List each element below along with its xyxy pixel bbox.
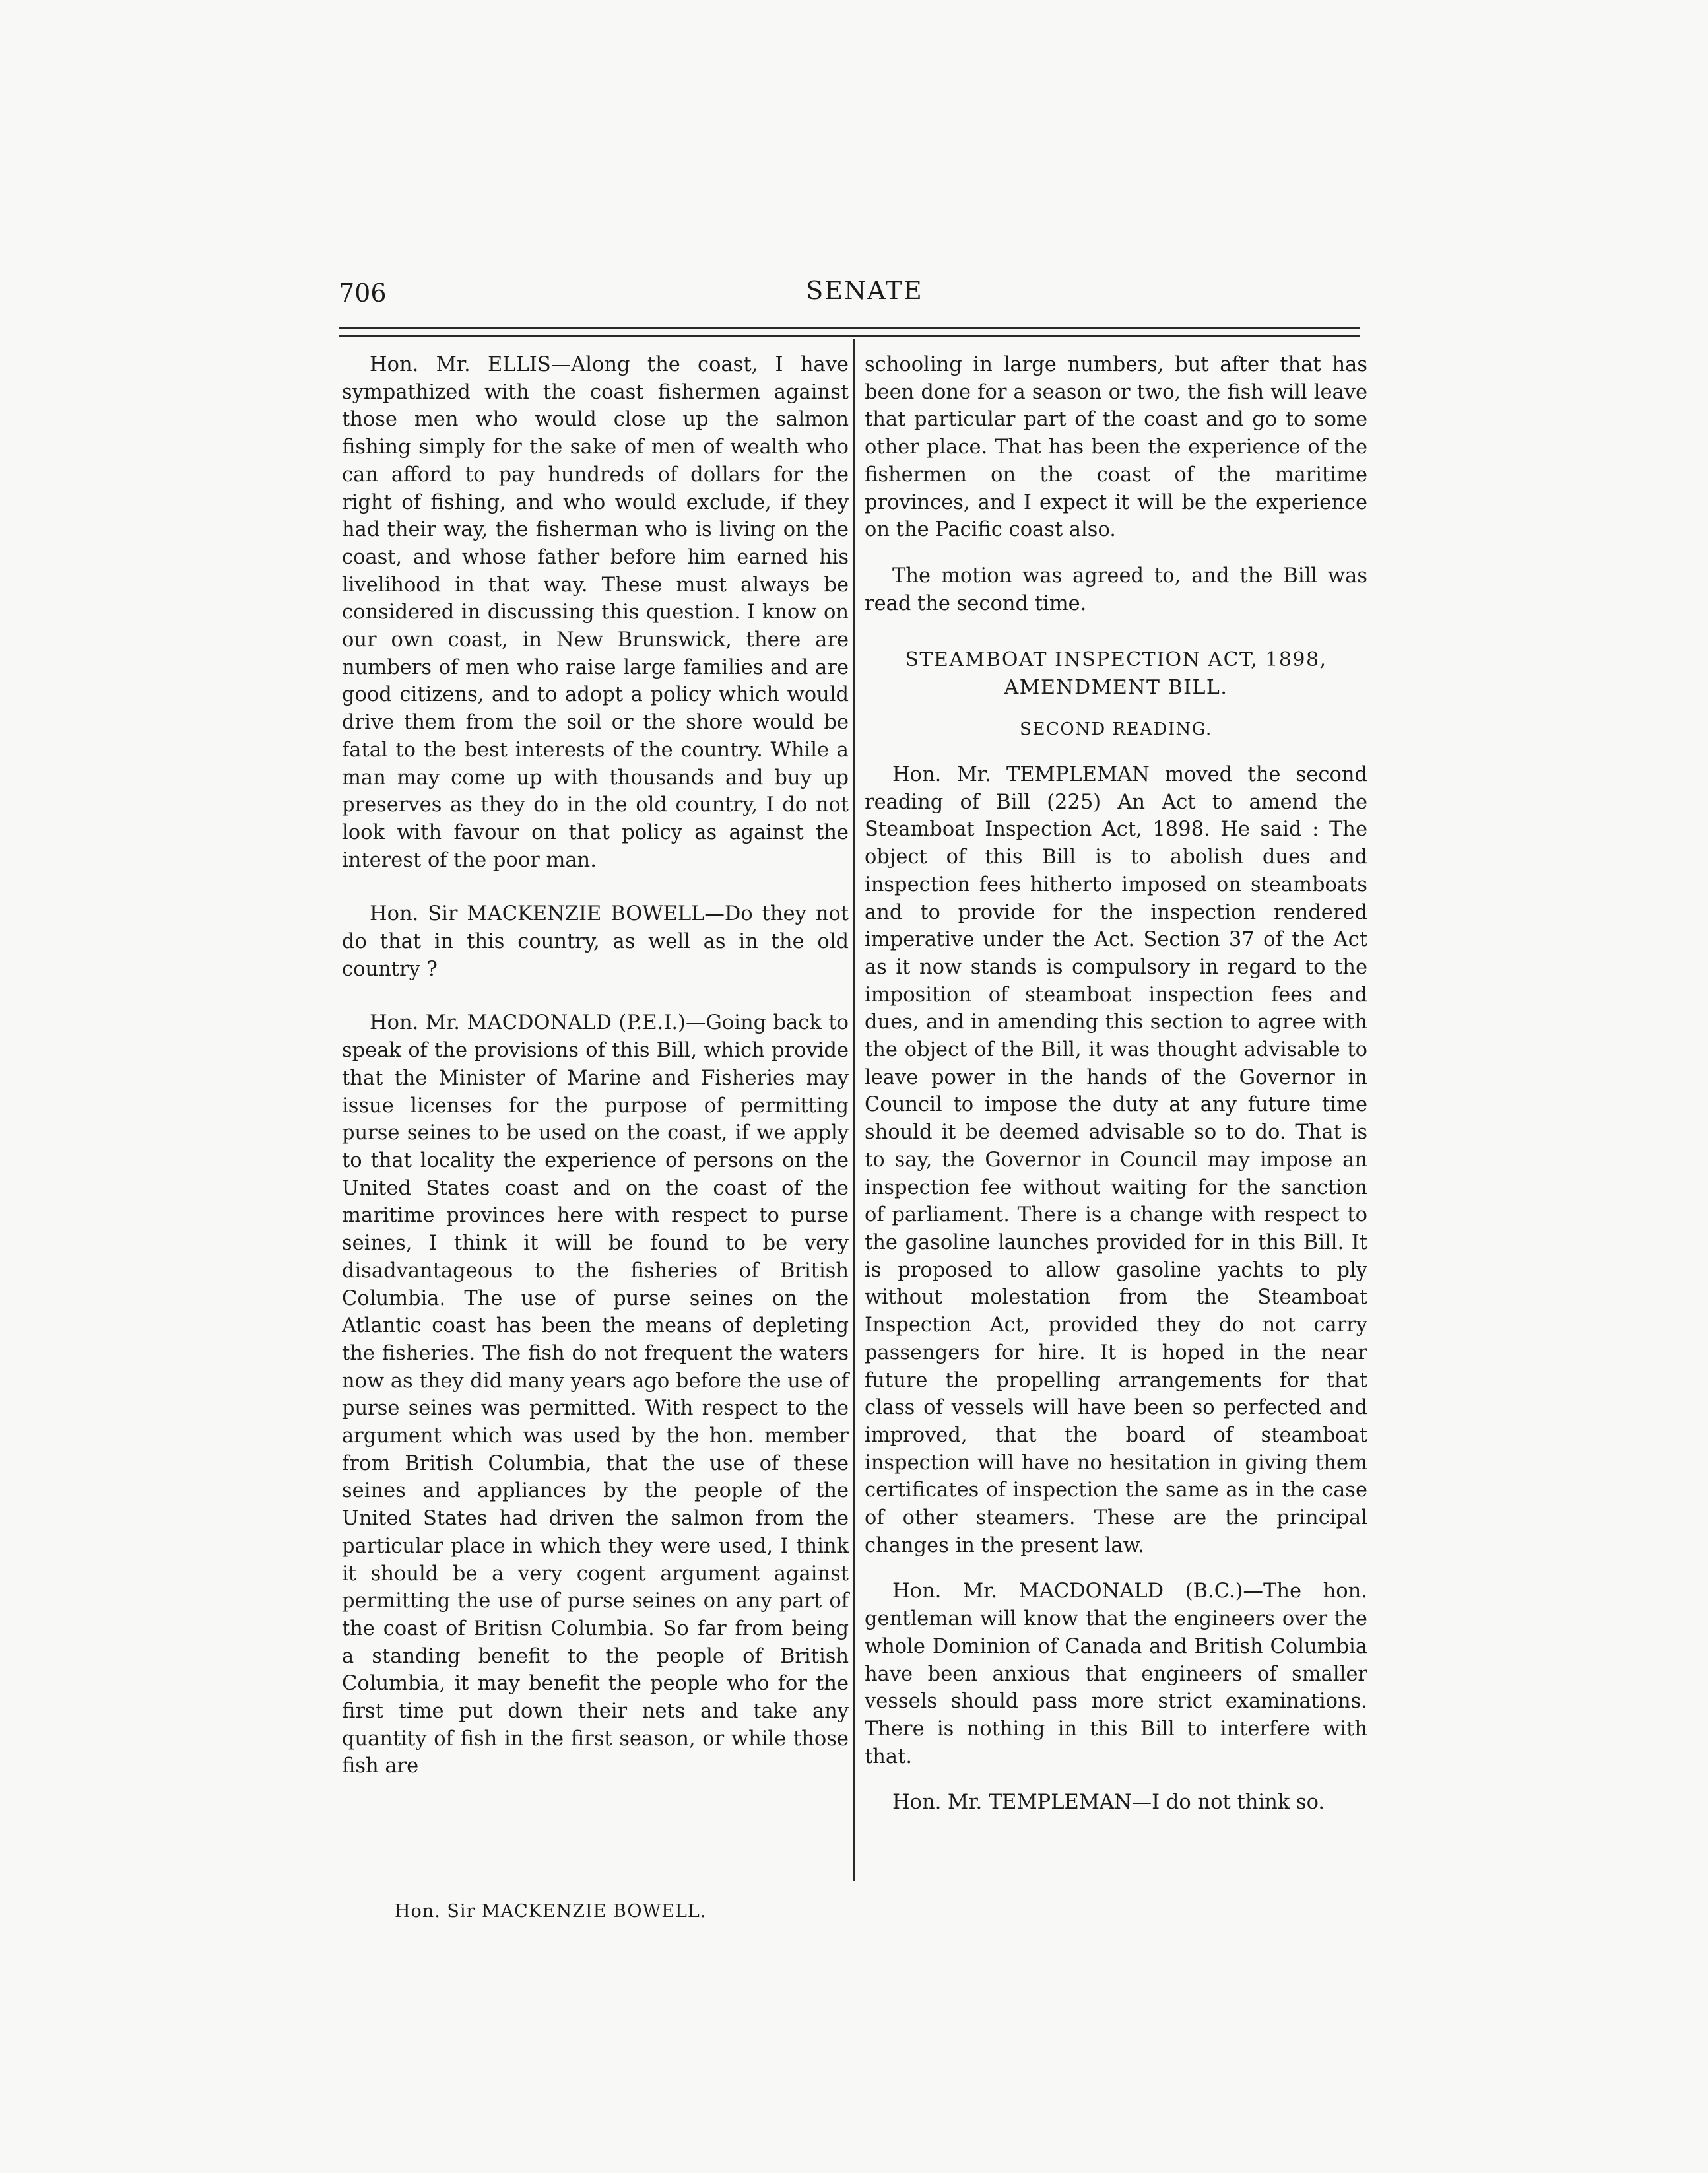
paragraph-templeman-reply: Hon. Mr. TEMPLEMAN—I do not think so. [892, 1791, 1325, 1815]
paragraph-templeman: Hon. Mr. TEMPLEMAN moved the second reading of Bill (225) An Act to amend the Steamboat Inspection Act, 1898. He said : The object of this Bill is to abolish dues and inspection fees hitherto imposed on steamboats and to provide for the inspection rendered imperative under the Act. Section 37 of the Act as it now stands is compulsory in regard to the imposition of steamboat inspection fees and dues, and in amending this section to agree with the object of the Bill, it was thought advisable to leave power in the hands of the Governor in Council to impose the duty at any future time should it be deemed advisable so to do. That is to say, the Governor in Council may impose an inspection fee without waiting for the sanction of parliament. There is a change with respect to the gasoline launches provided for in this Bill. It is proposed to allow gasoline yachts to ply without molestation from the Steamboat Inspection Act, provided they do not carry passengers for hire. It is hoped in the near future the propelling arrangements for that class of vessels will have been so perfected and improved, that the board of steamboat inspection will have no hesitation in giving them certificates of inspection the same as in the case of other steamers. These are the principal changes in the present law. [865, 763, 1367, 1557]
header-rule-top [339, 327, 1360, 329]
paragraph-continuation: schooling in large numbers, but after that has been done for a season or two, the fish will leave that particular part of the coast and go to some other place. That has been the experience of the fishermen on the coast of the maritime provinces, and I expect it will be the experience on the Pacific coast also. [865, 353, 1367, 542]
page-title: SENATE [806, 276, 923, 305]
page-number: 706 [339, 279, 387, 308]
header-rule-bottom [339, 335, 1360, 337]
paragraph-ellis: Hon. Mr. ELLIS—Along the coast, I have sympathized with the coast fishermen against those men who would close up the salmon fishing simply for the sake of men of wealth who can afford to pay hundreds of dollars for the right of fishing, and who would exclude, if they had their way, the fisherman who is living on the coast, and whose father before him earned his livelihood in that way. These must always be considered in discussing this question. I know on our own coast, in New Brunswick, there are numbers of men who raise large families and are good citizens, and to adopt a policy which would drive them from the soil or the shore would be fatal to the best interests of the country. While a man may come up with thousands and buy up preserves as they do in the old country, I do not look with favour on that policy as against the interest of the poor man. [342, 353, 849, 872]
paragraph-macdonald-bc: Hon. Mr. MACDONALD (B.C.)—The hon. gentleman will know that the engineers over the whole Dominion of Canada and British Columbia have been anxious that engineers of smaller vessels should pass more strict examinations. There is nothing in this Bill to interfere with that. [865, 1580, 1367, 1768]
running-foot: Hon. Sir MACKENZIE BOWELL. [395, 1901, 707, 1922]
left-column [342, 351, 849, 1780]
column-divider [853, 339, 855, 1881]
section-subheading: SECOND READING. [1020, 719, 1212, 740]
paragraph-motion-agreed: The motion was agreed to, and the Bill was read the second time. [865, 564, 1367, 615]
section-heading: STEAMBOAT INSPECTION ACT, 1898, AMENDMENT BILL. [905, 648, 1327, 700]
right-column [865, 351, 1367, 1817]
paragraph-macdonald-pei: Hon. Mr. MACDONALD (P.E.I.)—Going back to speak of the provisions of this Bill, which provide that the Minister of Marine and Fisheries may issue licenses for the purpose of permitting purse seines to be used on the coast, if we apply to that locality the experience of persons on the United States coast and on the coast of the maritime provinces here with respect to purse seines, I think it will be found to be very disadvantageous to the fisheries of British Columbia. The use of purse seines on the Atlantic coast has been the means of depleting the fisheries. The fish do not frequent the waters now as they did many years ago before the use of purse seines was permitted. With respect to the argument which was used by the hon. member from British Columbia, that the use of these seines and appliances by the people of the United States had driven the salmon from the particular place in which they were used, I think it should be a very cogent argument against permitting the use of purse seines on any part of the coast of Britisn Columbia. So far from being a standing benefit to the people of British Columbia, it may benefit the people who for the first time put down their nets and take any quantity of fish in the first season, or while those fish are [342, 1011, 849, 1778]
paragraph-bowell: Hon. Sir MACKENZIE BOWELL—Do they not do that in this country, as well as in the old country ? [342, 902, 849, 981]
